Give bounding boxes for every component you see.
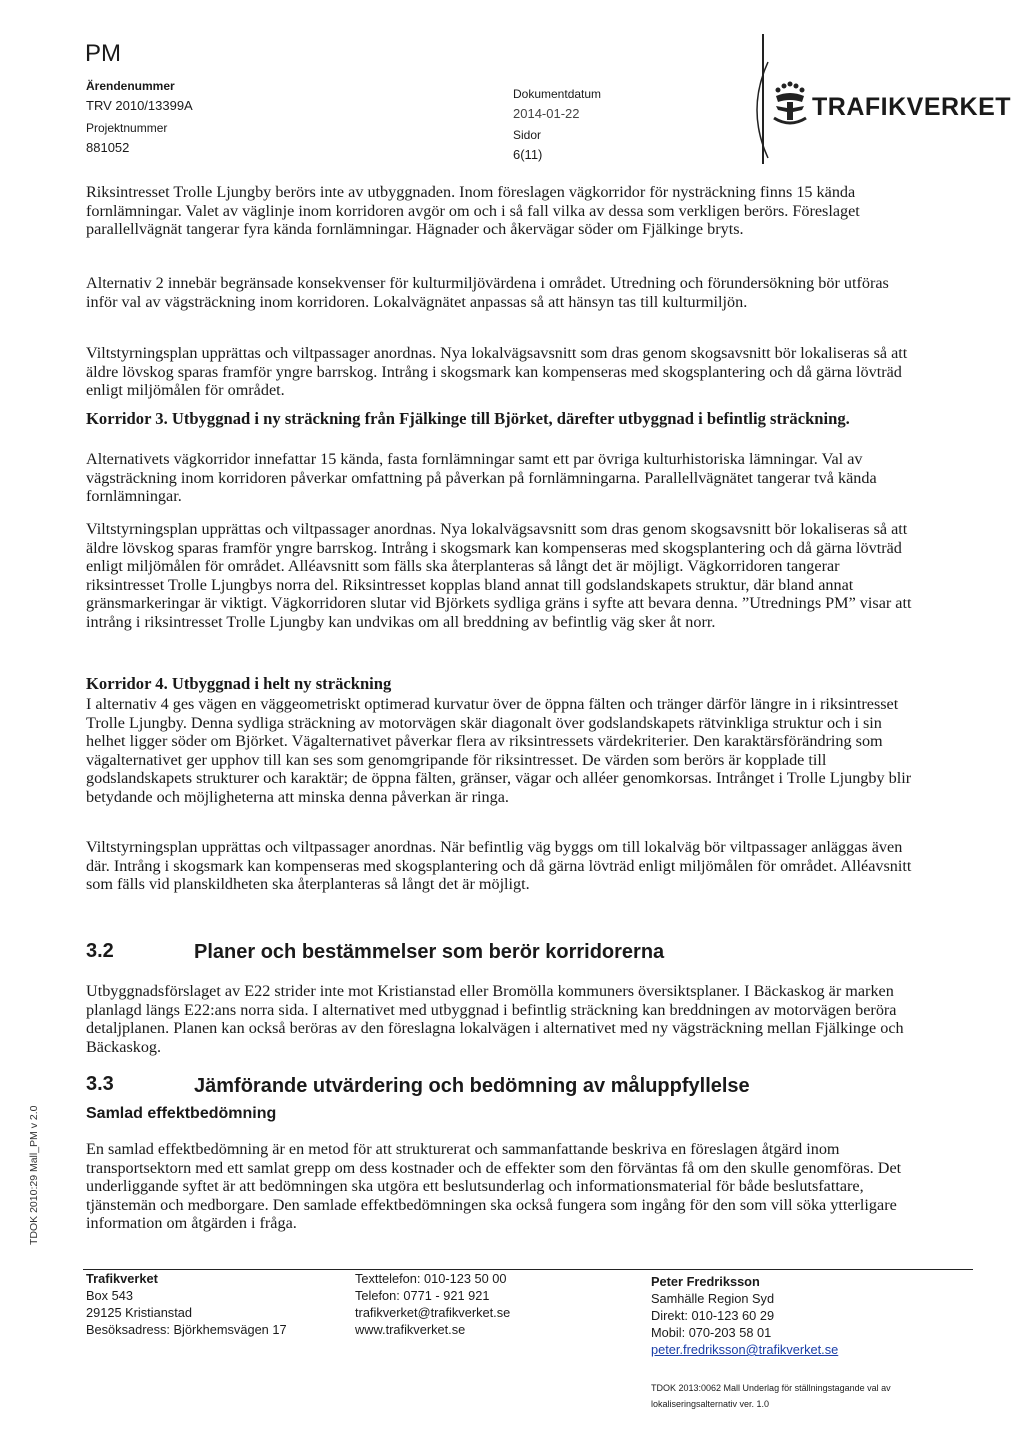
- section-3-3-paragraph: En samlad effektbedömning är en metod för att strukturerat och sammanfattande beskriva en föreslagen åtgärd inom transportsektorn med ett samlat grepp om dess kostnader och de effekter som den förväntas få om den skulle genomföras. Det underliggande syftet är att bedömningen ska utgöra ett beslutsunderlag och informationsmaterial för både beslutsfattare, tjänstemän och medborgare. Den samlade effektbedömningen ska också fungera som ingång för den som vill söka ytterligare information om åtgärden i fråga.: [86, 1140, 902, 1232]
- contact-mobile: Mobil: 070-203 58 01: [651, 1325, 772, 1340]
- contact-email-link[interactable]: peter.fredriksson@trafikverket.se: [651, 1342, 839, 1357]
- tdok-line-2: lokaliseringsalternativ ver. 1.0: [651, 1399, 770, 1409]
- header-bracket: [742, 60, 772, 160]
- footer-box: Box 543: [86, 1288, 133, 1303]
- contact-name: Peter Fredriksson: [651, 1274, 760, 1289]
- sidor-value: 6(11): [513, 147, 543, 162]
- section-3-2-paragraph: Utbyggnadsförslaget av E22 strider inte mot Kristianstad eller Bromölla kommuners översiktsplaner. I Bäckaskog är marken planlagd längs E22:ans norra sida. I alternativet med utbyggnad i befintlig sträckning kan breddningen av motorvägen beröra detaljplanen. Planen kan också beröras av den föreslagna lokalvägen i alternativet med ny vägsträckning mellan Fjälkinge och Bäckaskog.: [86, 982, 904, 1056]
- paragraph-2: Alternativ 2 innebär begränsade konsekvenser för kulturmiljövärdena i området. Utredning och förundersökning bör utföras inför val av vägsträckning inom korridoren. Lokalvägnätet anpassas så att hänsyn tas till kulturmiljön.: [86, 274, 889, 311]
- tdok-line-1: TDOK 2013:0062 Mall Underlag för ställningstagande val av: [651, 1383, 891, 1393]
- contact-direct: Direkt: 010-123 60 29: [651, 1308, 775, 1323]
- datum-value: 2014-01-22: [513, 106, 580, 121]
- logo-text: TRAFIKVERKET: [812, 93, 1012, 121]
- footer-web[interactable]: www.trafikverket.se: [355, 1322, 466, 1337]
- projekt-value: 881052: [86, 140, 130, 155]
- korridor-3-paragraph-1: Alternativets vägkorridor innefattar 15 kända, fasta fornlämningar samt ett par övriga kulturhistoriska lämningar. Val av vägsträckning inom korridoren påverkar omfattning på påverkan på fornlämningarna. Parallellvägnätet tangerar två kända fornlämningar.: [86, 450, 877, 505]
- footer-contact-person: [651, 1273, 838, 1358]
- footer-org: Trafikverket: [86, 1271, 158, 1286]
- korridor-4-paragraph-1: I alternativ 4 ges vägen en väggeometriskt optimerad kurvatur över de öppna fälten och tränger därför längre in i riksintresset Trolle Ljungby. Denna sydliga sträckning av motorvägen skär diagonalt över godslandskapets rätvinkliga struktur och i sin helhet ligger söder om Björket. Vägalternativet påverkar flera av riksintressets värdekriterier. Den karaktärsförändring som vägalternativet ger upphov till kan ses som genomgripande för riksintresset. De värden som berörs är kopplade till godslandskapets strukturer och karaktär; de öppna fälten, gränser, vägar och alléer genomkorsas. Intrånget i Trolle Ljungby blir betydande och möjligheterna att minska denna påverkan är ringa.: [86, 695, 912, 806]
- section-3-3-title: Jämförande utvärdering och bedömning av måluppfyllelse: [194, 1075, 750, 1097]
- template-side-label: TDOK 2010:29 Mall_PM v 2.0: [28, 1105, 40, 1245]
- arende-value: TRV 2010/13399A: [86, 98, 193, 113]
- doc-type: PM: [85, 40, 121, 67]
- paragraph-3: Viltstyrningsplan upprättas och viltpassager anordnas. Nya lokalvägsavsnitt som dras genom skogsavsnitt bör lokaliseras så att äldre lövskog sparas framför yngre barrskog. Intrång i skogsmark kan kompenseras med skogsplantering och då gärna lövträd enligt miljömålen för området.: [86, 344, 908, 399]
- korridor-4-paragraph-2: Viltstyrningsplan upprättas och viltpassager anordnas. När befintlig väg byggs om till lokalväg bör viltpassager anläggas även där. Intrång i skogsmark kan kompenseras med skogsplantering och då gärna lövträd enligt miljömålen för området. Alléavsnitt som fälls vid planskildheten ska återplanteras så långt det är möjligt.: [86, 838, 912, 893]
- trafikverket-crown-icon: [770, 80, 810, 130]
- korridor-4-heading: Korridor 4. Utbyggnad i helt ny sträckning: [86, 674, 392, 693]
- projekt-label: Projektnummer: [86, 121, 168, 135]
- section-3-2-number: 3.2: [86, 940, 114, 962]
- footer-texttel: Texttelefon: 010-123 50 00: [355, 1271, 507, 1286]
- section-3-3-subheading: Samlad effektbedömning: [86, 1105, 277, 1122]
- sidor-label: Sidor: [513, 128, 542, 142]
- korridor-3-paragraph-2: Viltstyrningsplan upprättas och viltpassager anordnas. Nya lokalvägsavsnitt som dras genom skogsavsnitt bör lokaliseras så att äldre lövskog sparas framför yngre barrskog. Intrång i skogsmark kan kompenseras med skogsplantering och då gärna lövträd enligt miljömålen för området. Alléavsnitt som fälls ska återplanteras så långt det är möjligt. Vägkorridoren tangerar riksintresset Trolle Ljungbys norra del. Riksintresset kopplas bland annat till godslandskapets struktur, där bland annat gränsmarkeringar är viktigt. Vägkorridoren slutar vid Björkets sydliga gräns i syfte att bevara denna. ”Utrednings PM” visar att intrång i riksintresset Trolle Ljungby kan undvikas om all breddning av befintlig väg sker åt norr.: [86, 520, 912, 631]
- korridor-3-heading: Korridor 3. Utbyggnad i ny sträckning från Fjälkinge till Björket, därefter utbyggnad i befintlig sträckning.: [86, 409, 850, 428]
- footer-address: [86, 1270, 287, 1338]
- section-3-2-title: Planer och bestämmelser som berör korridorerna: [194, 941, 665, 963]
- arende-label: Ärendenummer: [86, 79, 175, 93]
- footer-tdok-note: [651, 1380, 891, 1412]
- footer-email[interactable]: trafikverket@trafikverket.se: [355, 1305, 511, 1320]
- footer-contact-general: [355, 1270, 510, 1338]
- datum-label: Dokumentdatum: [513, 87, 602, 101]
- footer-tel: Telefon: 0771 - 921 921: [355, 1288, 490, 1303]
- footer-postal: 29125 Kristianstad: [86, 1305, 192, 1320]
- paragraph-1: Riksintresset Trolle Ljungby berörs inte av utbyggnaden. Inom föreslagen vägkorridor för nysträckning finns 15 kända fornlämningar. Valet av väglinje inom korridoren avgör om och i så fall vilka av dessa som verkligen berörs. Föreslaget parallellvägnät tangerar fyra kända fornlämningar. Hägnader och åkervägar söder om Fjälkinge bryts.: [86, 183, 860, 238]
- section-3-3-number: 3.3: [86, 1073, 114, 1095]
- contact-dept: Samhälle Region Syd: [651, 1291, 775, 1306]
- footer-visit: Besöksadress: Björkhemsvägen 17: [86, 1322, 287, 1337]
